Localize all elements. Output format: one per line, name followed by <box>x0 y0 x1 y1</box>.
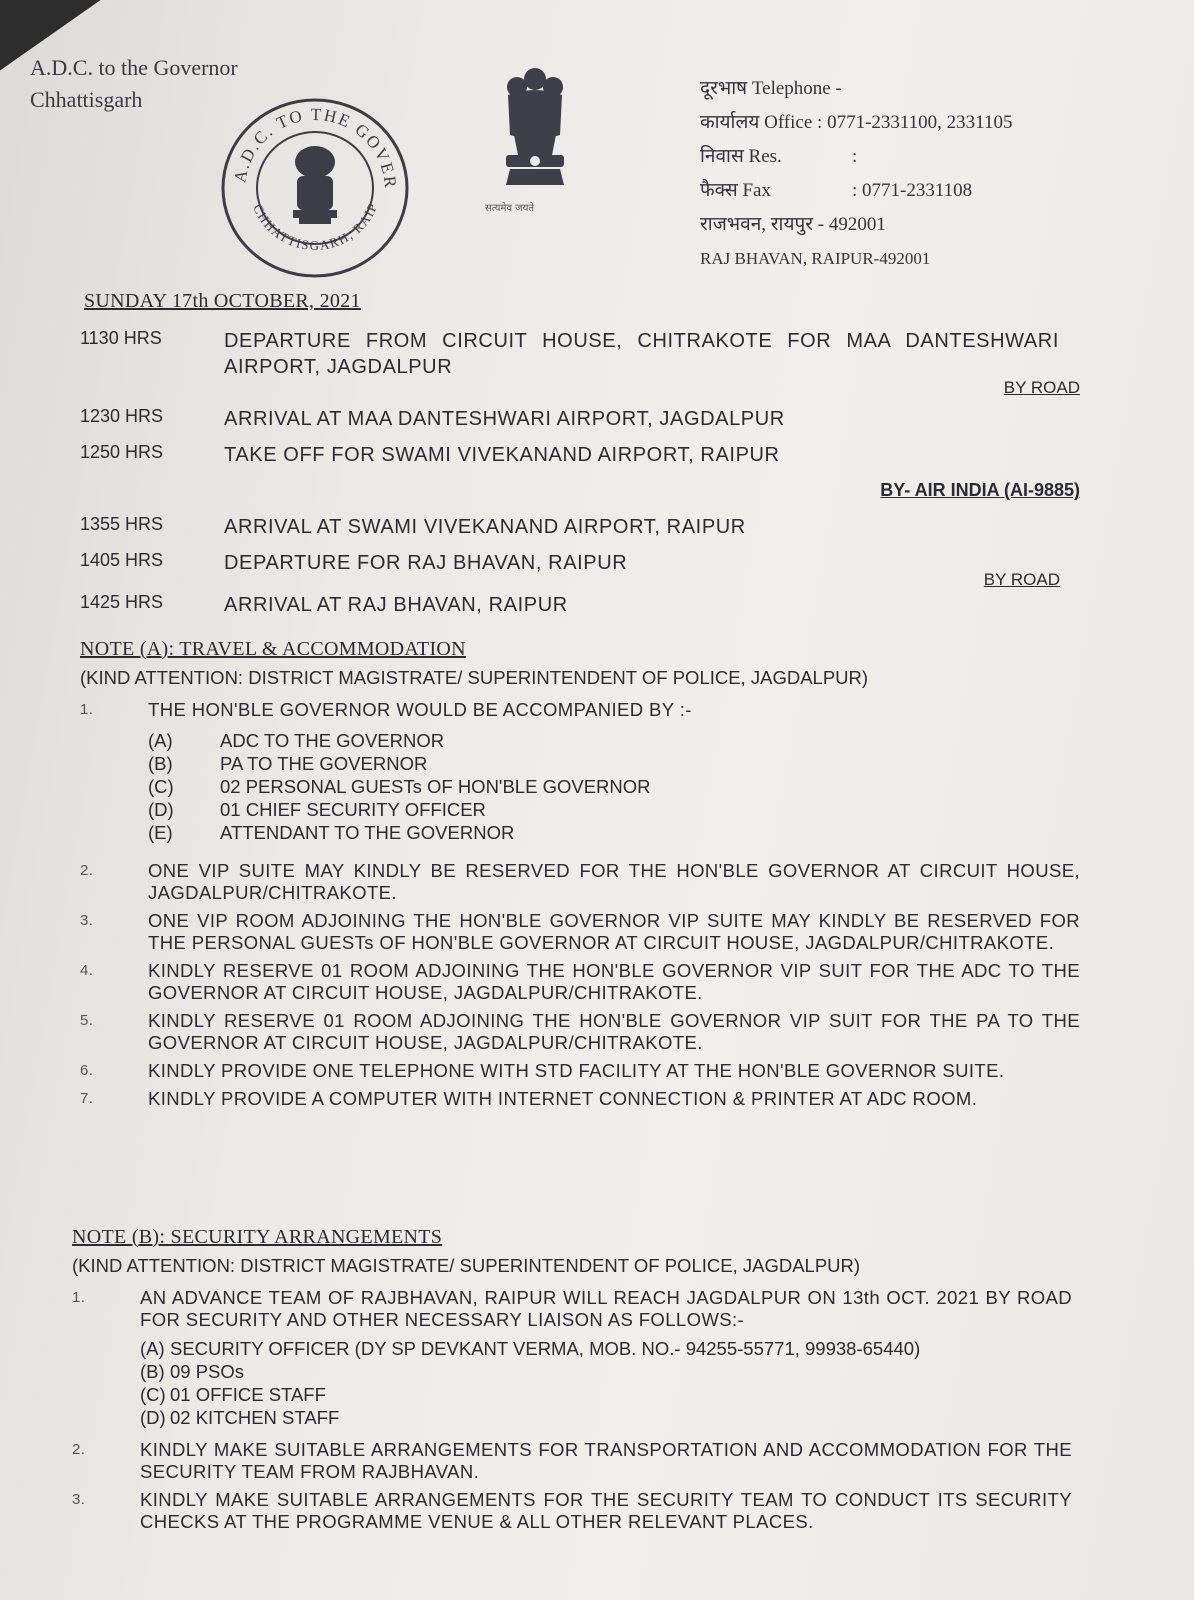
schedule-desc: DEPARTURE FOR RAJ BHAVAN, RAIPUR <box>224 552 628 574</box>
team-member: (B) 09 PSOs <box>140 1361 245 1382</box>
seal-emblem-icon <box>293 146 337 224</box>
residence-label: निवास Res. <box>700 146 782 167</box>
item-text: THE HON'BLE GOVERNOR WOULD BE ACCOMPANIED BY :- <box>148 699 692 720</box>
schedule-row <box>80 442 1090 514</box>
accompanied-list <box>148 729 1080 844</box>
note-b-item: 3. KINDLY MAKE SUITABLE ARRANGEMENTS FOR THE SECURITY TEAM TO CONDUCT ITS SECURITY CHECKS AT THE PROGRAMME VENUE & ALL OTHER RELEVANT PLACES. <box>72 1489 1072 1532</box>
seal-text-top: A.D.C. TO THE GOVER <box>230 104 401 191</box>
item-number: 1. <box>80 701 94 718</box>
telephone-heading: दूरभाष Telephone - <box>700 78 842 99</box>
rajbhavan-english-address: RAJ BHAVAN, RAIPUR-492001 <box>700 249 931 268</box>
schedule-time: 1130 HRS <box>80 328 162 348</box>
team-member: (D) 02 KITCHEN STAFF <box>140 1407 340 1428</box>
accompanied-item: (A) ADC TO THE GOVERNOR <box>148 730 445 751</box>
emblem-motto: सत्यमेव जयते <box>485 203 535 214</box>
note-b-item: 2. KINDLY MAKE SUITABLE ARRANGEMENTS FOR TRANSPORTATION AND ACCOMMODATION FOR THE SECURITY TEAM FROM RAJBHAVAN. <box>72 1439 1072 1482</box>
contact-block <box>700 72 1012 276</box>
schedule-desc: DEPARTURE FROM CIRCUIT HOUSE, CHITRAKOTE FOR MAA DANTESHWARI AIRPORT, JAGDALPUR <box>224 330 1059 378</box>
residence-phone <box>700 140 1012 174</box>
fax-label: फैक्स Fax <box>700 180 771 201</box>
note-a-title: NOTE (A): TRAVEL & ACCOMMODATION <box>80 638 466 660</box>
fax-value: : 0771-2331108 <box>852 180 973 201</box>
schedule-desc: ARRIVAL AT SWAMI VIVEKANAND AIRPORT, RAIPUR <box>224 516 746 538</box>
sender-header <box>30 52 238 116</box>
sender-line-2: Chhattisgarh <box>30 87 143 112</box>
accompanied-item: (D) 01 CHIEF SECURITY OFFICER <box>148 799 486 820</box>
schedule-time: 1355 HRS <box>80 514 164 534</box>
note-b-title: NOTE (B): SECURITY ARRANGEMENTS <box>72 1226 443 1248</box>
itinerary-date: SUNDAY 17th OCTOBER, 2021 <box>84 290 361 312</box>
office-phone <box>700 106 1012 140</box>
schedule-row <box>80 406 1090 442</box>
residence-value: : <box>852 146 858 167</box>
note-b-section <box>72 1226 1072 1533</box>
note-a-item: 4. KINDLY RESERVE 01 ROOM ADJOINING THE HON'BLE GOVERNOR VIP SUIT FOR THE ADC TO THE GOVERNOR AT CIRCUIT HOUSE, JAGDALPUR/CHITRAKOTE. <box>80 960 1080 1003</box>
office-phone-value: 0771-2331100, 2331105 <box>827 112 1013 133</box>
schedule-row <box>80 328 1090 406</box>
accompanied-item: (E) ATTENDANT TO THE GOVERNOR <box>148 822 515 843</box>
schedule-list <box>80 328 1090 622</box>
fax-number <box>700 174 1012 208</box>
schedule-time: 1250 HRS <box>80 442 164 462</box>
schedule-time: 1230 HRS <box>80 406 164 426</box>
note-b-attention: (KIND ATTENTION: DISTRICT MAGISTRATE/ SUPERINTENDENT OF POLICE, JAGDALPUR) <box>72 1255 861 1276</box>
accompanied-item: (C) 02 PERSONAL GUESTs OF HON'BLE GOVERNOR <box>148 776 651 797</box>
note-a-attention: (KIND ATTENTION: DISTRICT MAGISTRATE/ SUPERINTENDENT OF POLICE, JAGDALPUR) <box>80 667 869 688</box>
adc-seal-stamp <box>215 90 415 280</box>
note-b-item: 1. AN ADVANCE TEAM OF RAJBHAVAN, RAIPUR WILL REACH JAGDALPUR ON 13th OCT. 2021 BY ROAD FOR SECURITY AND OTHER NECESSARY LIAISON AS FOLLOWS:- <box>72 1287 1072 1330</box>
rajbhavan-hindi-address: राजभवन, रायपुर - 492001 <box>700 214 886 235</box>
note-a-section <box>80 638 1080 1110</box>
note-a-item: 2. ONE VIP SUITE MAY KINDLY BE RESERVED FOR THE HON'BLE GOVERNOR AT CIRCUIT HOUSE, JAGDALPUR/CHITRAKOTE. <box>80 860 1080 903</box>
sender-line-1: A.D.C. to the Governor <box>30 55 238 80</box>
travel-mode: BY ROAD <box>1003 378 1080 397</box>
note-a-item: 7. KINDLY PROVIDE A COMPUTER WITH INTERNET CONNECTION & PRINTER AT ADC ROOM. <box>80 1088 978 1109</box>
seal-text-bottom: CHHATTISGARH, RAIP <box>250 200 381 253</box>
note-a-item: 6. KINDLY PROVIDE ONE TELEPHONE WITH STD FACILITY AT THE HON'BLE GOVERNOR SUITE. <box>80 1060 1005 1081</box>
national-emblem-icon <box>490 65 580 205</box>
schedule-row <box>80 550 1090 592</box>
schedule-desc: ARRIVAL AT MAA DANTESHWARI AIRPORT, JAGDALPUR <box>224 408 785 430</box>
schedule-time: 1405 HRS <box>80 550 164 570</box>
schedule-row <box>80 592 1090 622</box>
schedule-desc: TAKE OFF FOR SWAMI VIVEKANAND AIRPORT, RAIPUR <box>224 444 780 466</box>
team-member: (C) 01 OFFICE STAFF <box>140 1384 326 1405</box>
team-member: (A) SECURITY OFFICER (DY SP DEVKANT VERMA, MOB. NO.- 94255-55771, 99938-65440) <box>140 1338 921 1359</box>
note-a-item: 3. ONE VIP ROOM ADJOINING THE HON'BLE GOVERNOR VIP SUITE MAY KINDLY BE RESERVED FOR THE PERSONAL GUESTs OF HON'BLE GOVERNOR AT CIRCUIT HOUSE, JAGDALPUR/CHITRAKOTE. <box>80 910 1080 953</box>
schedule-row <box>80 514 1090 550</box>
travel-mode: BY- AIR INDIA (AI-9885) <box>880 480 1080 500</box>
schedule-time: 1425 HRS <box>80 592 164 612</box>
schedule-desc: ARRIVAL AT RAJ BHAVAN, RAIPUR <box>224 594 568 616</box>
note-a-item: 5. KINDLY RESERVE 01 ROOM ADJOINING THE HON'BLE GOVERNOR VIP SUIT FOR THE PA TO THE GOVERNOR AT CIRCUIT HOUSE, JAGDALPUR/CHITRAKOTE. <box>80 1010 1080 1053</box>
office-phone-label: कार्यालय Office : <box>700 112 823 133</box>
accompanied-item: (B) PA TO THE GOVERNOR <box>148 753 428 774</box>
note-a-item <box>80 699 1080 721</box>
advance-team-list <box>140 1337 1072 1429</box>
travel-mode: BY ROAD <box>983 570 1060 589</box>
